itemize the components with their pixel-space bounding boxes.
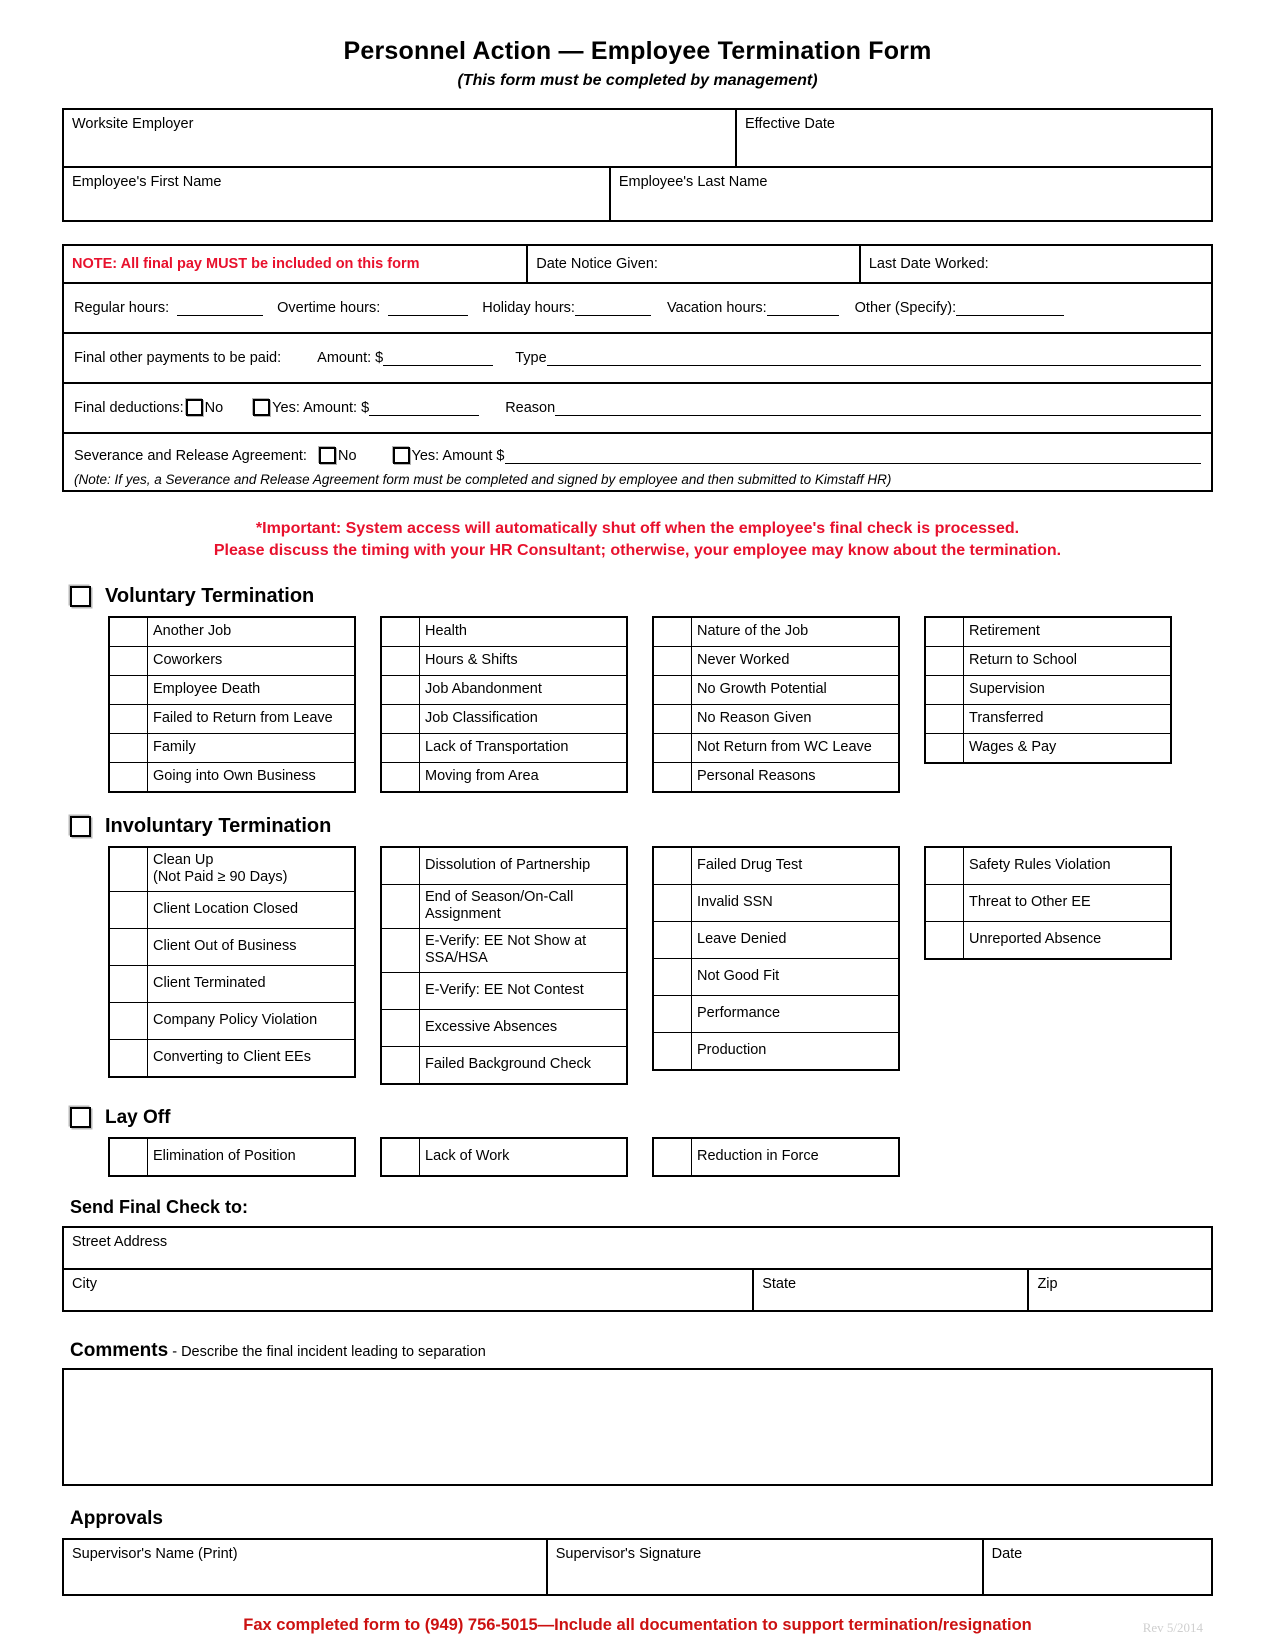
reason-label: Not Good Fit bbox=[697, 968, 780, 985]
last-name-label: Employee's Last Name bbox=[618, 173, 768, 190]
reason-label: Client Out of Business bbox=[153, 938, 297, 955]
overtime-hours-label: Overtime hours: bbox=[277, 299, 381, 316]
reason-label: Excessive Absences bbox=[425, 1018, 558, 1035]
footer bbox=[62, 1616, 1213, 1635]
reason-row[interactable] bbox=[654, 1139, 898, 1175]
reason-checkbox[interactable] bbox=[382, 1047, 420, 1083]
reason-row[interactable] bbox=[382, 763, 626, 791]
reason-row[interactable] bbox=[654, 885, 898, 922]
reason-label: Nature of the Job bbox=[697, 623, 809, 640]
reason-row[interactable] bbox=[926, 705, 1170, 734]
reason-label: Transferred bbox=[969, 710, 1044, 727]
voluntary-termination-checkbox[interactable] bbox=[70, 586, 91, 607]
layoff-reason-grid bbox=[108, 1137, 1213, 1177]
state-label: State bbox=[762, 1275, 797, 1292]
final-deductions-amount-input[interactable] bbox=[369, 399, 479, 416]
reason-row[interactable] bbox=[110, 848, 354, 892]
approvals-title: Approvals bbox=[70, 1507, 163, 1529]
final-deductions-no-label: No bbox=[204, 399, 224, 416]
reason-checkbox[interactable] bbox=[654, 763, 692, 791]
severance-amount-input[interactable] bbox=[505, 447, 1202, 464]
layoff-checkbox[interactable] bbox=[70, 1107, 91, 1128]
final-deductions-reason-label: Reason bbox=[505, 399, 556, 416]
send-final-check-title: Send Final Check to: bbox=[70, 1196, 249, 1217]
table-row bbox=[64, 110, 1211, 166]
table-row bbox=[64, 246, 1211, 282]
reason-column bbox=[924, 616, 1172, 793]
supervisor-name-field[interactable] bbox=[64, 1540, 546, 1594]
reason-label: Failed Background Check bbox=[425, 1055, 592, 1072]
employee-info-table bbox=[62, 108, 1213, 222]
reason-box bbox=[108, 616, 356, 793]
important-line-2: Please discuss the timing with your HR Consultant; otherwise, your employee may know about the termination. bbox=[213, 542, 1062, 560]
reason-label: Personal Reasons bbox=[697, 768, 816, 785]
reason-checkbox[interactable] bbox=[110, 848, 148, 891]
supervisor-name-label: Supervisor's Name (Print) bbox=[72, 1545, 238, 1562]
reason-checkbox[interactable] bbox=[382, 1139, 420, 1175]
final-deductions-label: Final deductions: bbox=[74, 399, 184, 416]
reason-row[interactable] bbox=[382, 885, 626, 929]
overtime-hours-input[interactable] bbox=[388, 299, 468, 316]
reason-label: Dissolution of Partnership bbox=[425, 857, 591, 874]
reason-label: Clean Up (Not Paid ≥ 90 Days) bbox=[153, 851, 288, 886]
reason-label: Failed Drug Test bbox=[697, 857, 803, 874]
reason-row[interactable] bbox=[654, 1033, 898, 1069]
table-row bbox=[64, 1228, 1211, 1268]
reason-column bbox=[380, 846, 628, 1085]
first-name-field[interactable] bbox=[64, 168, 609, 220]
reason-checkbox[interactable] bbox=[654, 1139, 692, 1175]
reason-checkbox[interactable] bbox=[382, 705, 420, 733]
vacation-hours-label: Vacation hours: bbox=[666, 299, 767, 316]
reason-label: Coworkers bbox=[153, 652, 223, 669]
reason-label: Retirement bbox=[969, 623, 1040, 640]
important-notice bbox=[62, 518, 1213, 563]
reason-row[interactable] bbox=[382, 647, 626, 676]
final-pay-note-text: NOTE: All final pay MUST be included on this form bbox=[72, 255, 420, 272]
layoff-header[interactable] bbox=[70, 1107, 1213, 1129]
final-deductions-yes-label: Yes: Amount: $ bbox=[272, 399, 370, 416]
final-deductions-no-checkbox[interactable] bbox=[186, 399, 203, 416]
reason-box bbox=[652, 1137, 900, 1177]
vacation-hours-input[interactable] bbox=[767, 299, 839, 316]
reason-checkbox[interactable] bbox=[654, 996, 692, 1032]
reason-row[interactable] bbox=[382, 973, 626, 1010]
reason-label: Never Worked bbox=[697, 652, 790, 669]
reason-label: Invalid SSN bbox=[697, 894, 773, 911]
reason-row[interactable] bbox=[654, 647, 898, 676]
reason-checkbox[interactable] bbox=[110, 763, 148, 791]
reason-checkbox[interactable] bbox=[110, 1139, 148, 1175]
regular-hours-input[interactable] bbox=[177, 299, 263, 316]
reason-checkbox[interactable] bbox=[110, 966, 148, 1002]
severance-label: Severance and Release Agreement: bbox=[74, 447, 307, 464]
reason-row[interactable] bbox=[382, 618, 626, 647]
reason-label: End of Season/On-Call Assignment bbox=[425, 888, 574, 923]
reason-label: Leave Denied bbox=[697, 931, 787, 948]
severance-yes-checkbox[interactable] bbox=[393, 447, 410, 464]
last-name-field[interactable] bbox=[609, 168, 1211, 220]
street-address-label: Street Address bbox=[72, 1233, 168, 1250]
reason-column bbox=[652, 616, 900, 793]
reason-label: Supervision bbox=[969, 681, 1045, 698]
reason-checkbox[interactable] bbox=[654, 885, 692, 921]
reason-row[interactable] bbox=[110, 705, 354, 734]
final-other-amount-label: Amount: $ bbox=[317, 349, 384, 366]
reason-row[interactable] bbox=[382, 929, 626, 973]
reason-label: Family bbox=[153, 739, 196, 756]
involuntary-termination-header[interactable] bbox=[70, 815, 1213, 838]
regular-hours-label: Regular hours: bbox=[74, 299, 170, 316]
reason-checkbox[interactable] bbox=[382, 676, 420, 704]
reason-row[interactable] bbox=[110, 1003, 354, 1040]
reason-checkbox[interactable] bbox=[382, 973, 420, 1009]
reason-row[interactable] bbox=[382, 1047, 626, 1083]
voluntary-termination-title: Voluntary Termination bbox=[105, 584, 315, 607]
final-other-type-label: Type bbox=[515, 349, 547, 366]
reason-label: Failed to Return from Leave bbox=[153, 710, 333, 727]
reason-box bbox=[380, 616, 628, 793]
reason-label: E-Verify: EE Not Contest bbox=[425, 981, 584, 998]
reason-row[interactable] bbox=[110, 618, 354, 647]
reason-label: Client Terminated bbox=[153, 975, 266, 992]
worksite-employer-label: Worksite Employer bbox=[72, 115, 194, 132]
zip-field[interactable] bbox=[1027, 1270, 1211, 1310]
reason-label: Job Abandonment bbox=[425, 681, 542, 698]
other-hours-label: Other (Specify): bbox=[854, 299, 957, 316]
reason-checkbox[interactable] bbox=[926, 885, 964, 921]
involuntary-termination-title: Involuntary Termination bbox=[105, 814, 332, 837]
reason-checkbox[interactable] bbox=[382, 763, 420, 791]
supervisor-signature-label: Supervisor's Signature bbox=[555, 1545, 702, 1562]
effective-date-field[interactable] bbox=[735, 110, 1211, 166]
reason-row[interactable] bbox=[110, 892, 354, 929]
date-notice-given-field[interactable] bbox=[526, 246, 859, 282]
reason-box bbox=[380, 1137, 628, 1177]
comments-description: - Describe the final incident leading to separation bbox=[168, 1343, 486, 1360]
reason-row[interactable] bbox=[110, 1139, 354, 1175]
reason-checkbox[interactable] bbox=[926, 734, 964, 762]
reason-column bbox=[924, 846, 1172, 1085]
severance-yes-label: Yes: Amount $ bbox=[411, 447, 505, 464]
supervisor-signature-field[interactable] bbox=[546, 1540, 982, 1594]
reason-checkbox[interactable] bbox=[110, 929, 148, 965]
reason-row[interactable] bbox=[926, 848, 1170, 885]
reason-label: Production bbox=[697, 1042, 767, 1059]
reason-checkbox[interactable] bbox=[926, 848, 964, 884]
reason-row[interactable] bbox=[110, 734, 354, 763]
reason-checkbox[interactable] bbox=[926, 647, 964, 675]
reason-row[interactable] bbox=[110, 929, 354, 966]
reason-label: Lack of Transportation bbox=[425, 739, 569, 756]
layoff-title: Lay Off bbox=[105, 1106, 171, 1128]
reason-row[interactable] bbox=[926, 618, 1170, 647]
reason-box bbox=[652, 846, 900, 1071]
state-field[interactable] bbox=[752, 1270, 1027, 1310]
reason-row[interactable] bbox=[382, 848, 626, 885]
reason-row[interactable] bbox=[654, 763, 898, 791]
reason-label: No Growth Potential bbox=[697, 681, 827, 698]
reason-row[interactable] bbox=[382, 734, 626, 763]
reason-column bbox=[108, 616, 356, 793]
first-name-label: Employee's First Name bbox=[72, 173, 222, 190]
final-other-type-input[interactable] bbox=[547, 349, 1201, 366]
reason-row[interactable] bbox=[382, 705, 626, 734]
hours-row bbox=[64, 282, 1211, 332]
comments-textarea[interactable] bbox=[62, 1368, 1213, 1486]
reason-checkbox[interactable] bbox=[654, 647, 692, 675]
reason-checkbox[interactable] bbox=[654, 1033, 692, 1069]
reason-row[interactable] bbox=[654, 996, 898, 1033]
reason-checkbox[interactable] bbox=[654, 922, 692, 958]
severance-row bbox=[64, 432, 1211, 490]
approval-date-field[interactable] bbox=[982, 1540, 1211, 1594]
reason-checkbox[interactable] bbox=[382, 618, 420, 646]
table-row bbox=[64, 1540, 1211, 1594]
reason-row[interactable] bbox=[110, 763, 354, 791]
reason-checkbox[interactable] bbox=[926, 705, 964, 733]
reason-row[interactable] bbox=[654, 922, 898, 959]
final-other-amount-input[interactable] bbox=[383, 349, 493, 366]
reason-label: Threat to Other EE bbox=[969, 894, 1091, 911]
approval-date-label: Date bbox=[991, 1545, 1023, 1562]
reason-checkbox[interactable] bbox=[110, 892, 148, 928]
reason-label: Unreported Absence bbox=[969, 931, 1102, 948]
reason-label: Moving from Area bbox=[425, 768, 539, 785]
reason-checkbox[interactable] bbox=[382, 647, 420, 675]
reason-checkbox[interactable] bbox=[110, 618, 148, 646]
reason-box bbox=[108, 846, 356, 1078]
reason-label: Client Location Closed bbox=[153, 901, 299, 918]
reason-row[interactable] bbox=[382, 1010, 626, 1047]
reason-label: Converting to Client EEs bbox=[153, 1049, 311, 1066]
reason-row[interactable] bbox=[926, 922, 1170, 958]
severance-no-label: No bbox=[337, 447, 357, 464]
reason-label: Performance bbox=[697, 1005, 781, 1022]
reason-label: Lack of Work bbox=[425, 1147, 510, 1164]
reason-checkbox[interactable] bbox=[110, 1040, 148, 1076]
comments-header bbox=[70, 1340, 1213, 1362]
reason-checkbox[interactable] bbox=[654, 705, 692, 733]
revision-label: Rev 5/2014 bbox=[1142, 1619, 1203, 1635]
final-deductions-yes-checkbox[interactable] bbox=[253, 399, 270, 416]
reason-row[interactable] bbox=[382, 676, 626, 705]
final-pay-table bbox=[62, 244, 1213, 492]
reason-checkbox[interactable] bbox=[110, 647, 148, 675]
reason-row[interactable] bbox=[654, 705, 898, 734]
reason-column bbox=[652, 1137, 900, 1177]
reason-label: Not Return from WC Leave bbox=[697, 739, 872, 756]
reason-label: Employee Death bbox=[153, 681, 261, 698]
voluntary-reason-grid bbox=[108, 616, 1213, 793]
reason-row[interactable] bbox=[110, 676, 354, 705]
reason-label: Return to School bbox=[969, 652, 1078, 669]
worksite-employer-field[interactable] bbox=[64, 110, 735, 166]
final-other-payments-row bbox=[64, 332, 1211, 382]
reason-row[interactable] bbox=[926, 734, 1170, 762]
comments-label: Comments bbox=[70, 1339, 169, 1361]
zip-label: Zip bbox=[1037, 1275, 1058, 1292]
reason-checkbox[interactable] bbox=[110, 1003, 148, 1039]
final-deductions-row bbox=[64, 382, 1211, 432]
reason-column bbox=[380, 616, 628, 793]
reason-box bbox=[924, 846, 1172, 960]
reason-checkbox[interactable] bbox=[654, 618, 692, 646]
table-row bbox=[64, 1268, 1211, 1310]
reason-checkbox[interactable] bbox=[382, 929, 420, 972]
final-deductions-reason-input[interactable] bbox=[555, 399, 1201, 416]
involuntary-reason-grid bbox=[108, 846, 1213, 1085]
reason-label: Health bbox=[425, 623, 467, 640]
reason-checkbox[interactable] bbox=[382, 885, 420, 928]
table-row bbox=[64, 166, 1211, 220]
reason-checkbox[interactable] bbox=[654, 959, 692, 995]
reason-row[interactable] bbox=[654, 676, 898, 705]
reason-row[interactable] bbox=[654, 618, 898, 647]
reason-checkbox[interactable] bbox=[110, 676, 148, 704]
reason-row[interactable] bbox=[110, 1040, 354, 1076]
reason-row[interactable] bbox=[926, 676, 1170, 705]
reason-row[interactable] bbox=[654, 959, 898, 996]
reason-row[interactable] bbox=[654, 848, 898, 885]
reason-column bbox=[108, 1137, 356, 1177]
reason-checkbox[interactable] bbox=[110, 705, 148, 733]
reason-label: Safety Rules Violation bbox=[969, 857, 1111, 874]
reason-column bbox=[380, 1137, 628, 1177]
reason-row[interactable] bbox=[926, 885, 1170, 922]
reason-checkbox[interactable] bbox=[654, 848, 692, 884]
reason-label: Another Job bbox=[153, 623, 232, 640]
reason-box bbox=[380, 846, 628, 1085]
reason-column bbox=[652, 846, 900, 1085]
involuntary-termination-checkbox[interactable] bbox=[70, 816, 91, 837]
city-field[interactable] bbox=[64, 1270, 752, 1310]
street-address-field[interactable] bbox=[64, 1228, 1211, 1268]
reason-checkbox[interactable] bbox=[382, 734, 420, 762]
reason-checkbox[interactable] bbox=[654, 734, 692, 762]
reason-checkbox[interactable] bbox=[382, 848, 420, 884]
reason-label: Elimination of Position bbox=[153, 1147, 296, 1164]
final-other-payments-label: Final other payments to be paid: bbox=[74, 349, 282, 366]
reason-checkbox[interactable] bbox=[926, 676, 964, 704]
other-hours-input[interactable] bbox=[956, 299, 1064, 316]
severance-note: (Note: If yes, a Severance and Release Agreement form must be completed and signed by employee and then submitted to Kimstaff HR) bbox=[74, 471, 892, 487]
page-subtitle: (This form must be completed by management) bbox=[457, 71, 818, 89]
city-label: City bbox=[72, 1275, 97, 1292]
reason-checkbox[interactable] bbox=[926, 922, 964, 958]
reason-row[interactable] bbox=[110, 647, 354, 676]
reason-label: Company Policy Violation bbox=[153, 1012, 318, 1029]
date-notice-given-label: Date Notice Given: bbox=[536, 255, 658, 272]
reason-column bbox=[108, 846, 356, 1085]
reason-label: Job Classification bbox=[425, 710, 538, 727]
reason-box bbox=[652, 616, 900, 793]
reason-label: Going into Own Business bbox=[153, 768, 316, 785]
page-title: Personnel Action — Employee Termination Form bbox=[343, 37, 932, 65]
holiday-hours-label: Holiday hours: bbox=[482, 299, 575, 316]
address-table bbox=[62, 1226, 1213, 1312]
reason-label: No Reason Given bbox=[697, 710, 812, 727]
last-date-worked-label: Last Date Worked: bbox=[868, 255, 989, 272]
reason-label: E-Verify: EE Not Show at SSA/HSA bbox=[425, 932, 587, 967]
final-pay-note bbox=[64, 246, 526, 282]
reason-checkbox[interactable] bbox=[654, 676, 692, 704]
reason-box bbox=[108, 1137, 356, 1177]
reason-row[interactable] bbox=[382, 1139, 626, 1175]
reason-label: Reduction in Force bbox=[697, 1147, 819, 1164]
approvals-table bbox=[62, 1538, 1213, 1596]
fax-instruction: Fax completed form to (949) 756-5015—Include all documentation to support termination/resignation bbox=[243, 1615, 1032, 1634]
reason-checkbox[interactable] bbox=[110, 734, 148, 762]
last-date-worked-field[interactable] bbox=[859, 246, 1211, 282]
reason-row[interactable] bbox=[110, 966, 354, 1003]
severance-no-checkbox[interactable] bbox=[319, 447, 336, 464]
reason-label: Wages & Pay bbox=[969, 739, 1057, 756]
reason-label: Hours & Shifts bbox=[425, 652, 518, 669]
voluntary-termination-header[interactable] bbox=[70, 585, 1213, 608]
reason-box bbox=[924, 616, 1172, 764]
holiday-hours-input[interactable] bbox=[575, 299, 651, 316]
important-line-1: *Important: System access will automatically shut off when the employee's final check is processed. bbox=[255, 519, 1020, 537]
reason-row[interactable] bbox=[654, 734, 898, 763]
effective-date-label: Effective Date bbox=[744, 115, 835, 132]
reason-row[interactable] bbox=[926, 647, 1170, 676]
reason-checkbox[interactable] bbox=[926, 618, 964, 646]
reason-checkbox[interactable] bbox=[382, 1010, 420, 1046]
